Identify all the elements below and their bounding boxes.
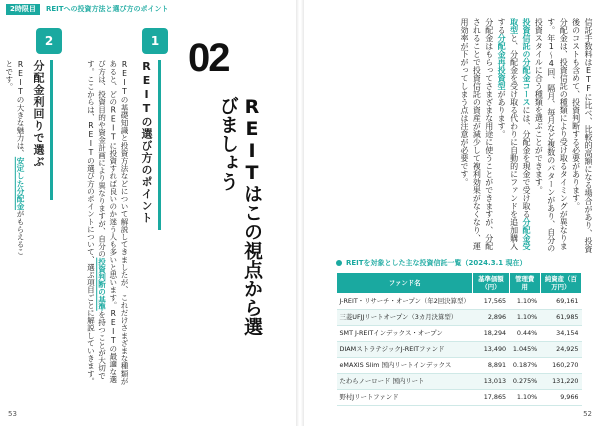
- right-text-8: 分配金はもらってさまざまな用途に使うことができますが、分配されることで投資信託の資産が減少して複利効果がなくなり、運用効率が下がってしまう点は注意が必要です。: [459, 18, 494, 250]
- section1-body: [84, 60, 130, 390]
- fund-nav: 18,294: [473, 326, 509, 342]
- right-text-5: と、分配金を受け取る代わりに自動的にファンドを追加購入する: [497, 18, 519, 250]
- section2-number: 2: [36, 28, 62, 54]
- header-assets: 純資産（百万円）: [540, 273, 581, 294]
- fund-name: eMAXIS Slim 国内リートインデックス: [337, 358, 473, 374]
- table-title-text: REITを対象とした主な投資信託一覧（2024.3.1 現在）: [346, 259, 527, 267]
- table-row: [337, 390, 582, 406]
- fund-fee: 0.187%: [509, 358, 540, 374]
- section1-text-a: REITの基礎知識と投資方法などについて解説してきましたが、これだけさまざまな種類があると、どのREITに投資すれば良いのか迷う人も多いと思います。REITの最適な選び方は、投資目的や資金計画により異なりますが、自分の: [97, 60, 129, 385]
- fund-fee: 1.045%: [509, 342, 540, 358]
- right-highlight-2: 分配金再投資型: [497, 34, 507, 90]
- fund-fee: 1.10%: [509, 310, 540, 326]
- fund-assets: 131,220: [540, 374, 581, 390]
- fund-name: J-REIT・リサーチ・オープン（年2回決算型）: [337, 294, 473, 310]
- header-fee: 管理費用: [509, 273, 540, 294]
- fund-fee: 0.44%: [509, 326, 540, 342]
- left-page-number: 53: [8, 410, 17, 418]
- section2-heading: 分配金利回りで選ぶ: [30, 60, 53, 200]
- header-nav: 基準価額（円）: [473, 273, 509, 294]
- fund-assets: 9,966: [540, 390, 581, 406]
- fund-nav: 17,865: [473, 390, 509, 406]
- chapter-tag: 2時限目: [6, 4, 40, 15]
- fund-table: [336, 272, 582, 406]
- right-text-0: 信託手数料はETFに比べ、比較的高額になる場合があり、投資後のコストも含めて、投資判断する必要があります。: [571, 18, 593, 253]
- right-page-number: 52: [583, 410, 592, 418]
- bullet-icon: [336, 260, 342, 266]
- left-page: [0, 0, 296, 426]
- chapter-big-number: 02: [188, 36, 229, 80]
- right-highlight-0: 投資信託の分配金コース: [521, 18, 531, 106]
- table-header-row: [337, 273, 582, 294]
- header-fund-name: ファンド名: [337, 273, 473, 294]
- right-text-7: があります。: [497, 90, 507, 138]
- fund-name: 三菱UFJJリートオープン（3カ月決算型）: [337, 310, 473, 326]
- section2-body: [6, 60, 26, 260]
- fund-fee: 0.275%: [509, 374, 540, 390]
- section1-text-b: を持つことが大切です。ここからは、REITの選び方のポイントについて、選ぶ項目ごとに解説していきます。: [86, 60, 107, 385]
- table-row: [337, 342, 582, 358]
- table-row: [337, 294, 582, 310]
- fund-nav: 13,490: [473, 342, 509, 358]
- right-text-3: には、分配金を現金で受け取る: [521, 106, 531, 218]
- table-row: [337, 310, 582, 326]
- fund-assets: 160,270: [540, 358, 581, 374]
- chapter-title: REITへの投資方法と選び方のポイント: [46, 5, 169, 13]
- section1-heading: REITの選び方のポイント: [138, 60, 161, 230]
- fund-nav: 8,891: [473, 358, 509, 374]
- fund-fee: 1.10%: [509, 294, 540, 310]
- fund-nav: 2,896: [473, 310, 509, 326]
- book-gutter: [296, 0, 304, 426]
- table-title: [336, 258, 582, 268]
- section2-text-a: REITの大きな魅力は、: [16, 60, 25, 157]
- section2-highlight: 安定した分配金: [16, 156, 25, 211]
- right-page-body: [312, 18, 594, 253]
- section1-number: 1: [142, 28, 168, 54]
- fund-name: SMT J-REITインデックス・オープン: [337, 326, 473, 342]
- fund-name: 野村Jリートファンド: [337, 390, 473, 406]
- fund-nav: 13,013: [473, 374, 509, 390]
- table-row: [337, 326, 582, 342]
- table-row: [337, 358, 582, 374]
- fund-fee: 1.10%: [509, 390, 540, 406]
- chapter-big-title: REITはこの視点から選びましょう: [217, 96, 263, 336]
- fund-name: DIAMストラテジックJ-REITファンド: [337, 342, 473, 358]
- fund-assets: 24,925: [540, 342, 581, 358]
- right-text-1: 分配金は、投資信託の種類により受け取るタイミングが異なります。年1〜4回、隔月、毎月など複数のパターンがあり、自分の投資スタイルに合う種類を選ぶことができます。: [534, 18, 569, 252]
- table-row: [337, 374, 582, 390]
- fund-name: たわらノーロード 国内リート: [337, 374, 473, 390]
- fund-assets: 69,161: [540, 294, 581, 310]
- fund-nav: 17,565: [473, 294, 509, 310]
- right-highlight-1: 分配金受取型: [509, 18, 531, 250]
- fund-table-block: [336, 258, 582, 406]
- fund-assets: 61,985: [540, 310, 581, 326]
- section1-highlight: 投資判断の基準: [97, 257, 107, 311]
- section2-text-b: がもらえることです。: [4, 60, 25, 256]
- fund-assets: 34,154: [540, 326, 581, 342]
